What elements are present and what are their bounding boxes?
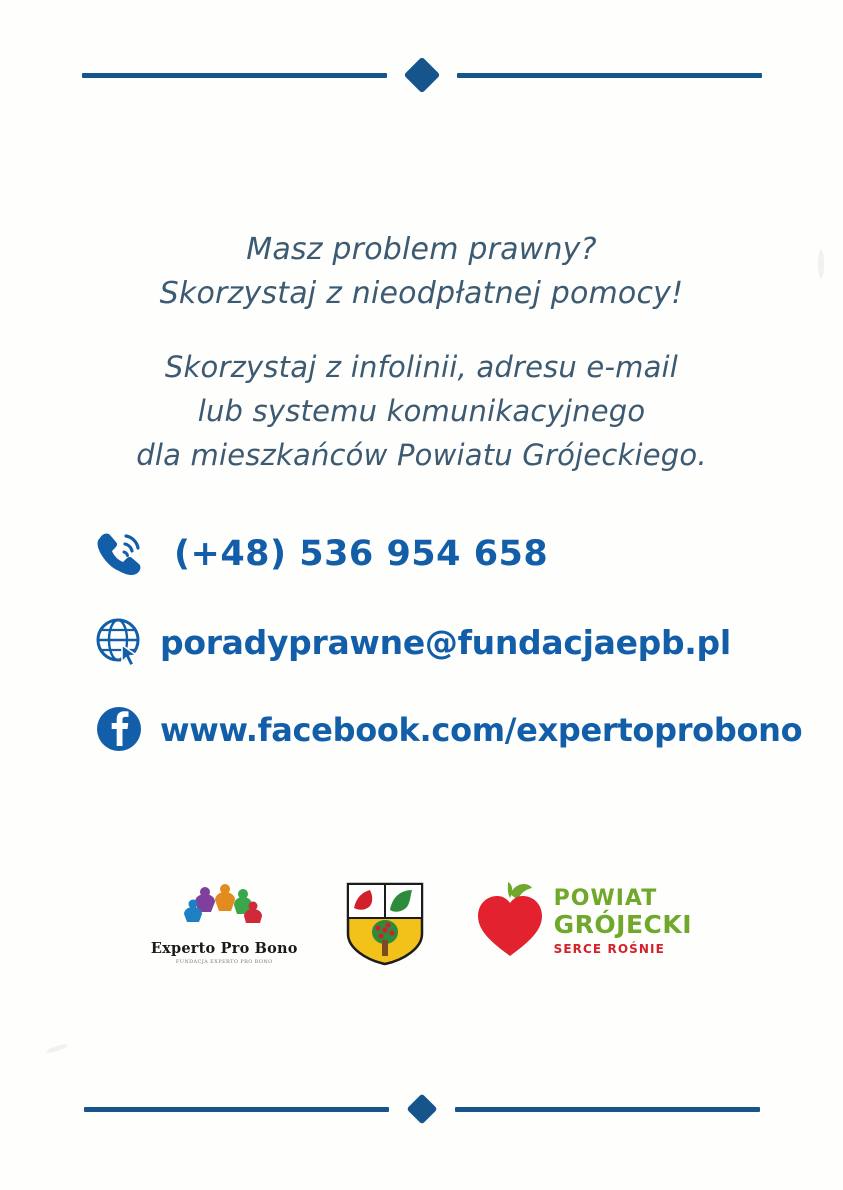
divider-rule-left [82,73,387,78]
facebook-icon [88,701,152,759]
headline-primary-line-2: Skorzystaj z nieodpłatnej pomocy! [159,276,684,311]
coat-of-arms-icon [342,880,428,970]
headline-primary [0,228,843,316]
headline-secondary [0,345,843,477]
bottom-divider [0,1094,843,1124]
scan-artifact [46,1043,68,1055]
phone-icon [88,525,152,583]
divider-rule-right [457,73,762,78]
scan-artifact [818,250,824,278]
headline-primary-line-1: Masz problem prawny? [246,232,597,267]
diamond-ornament-top [403,57,440,94]
phone-number[interactable]: (+48) 536 954 658 [174,534,549,574]
powiat-slogan: SERCE ROŚNIE [553,941,665,956]
experto-mark-icon [181,880,267,934]
globe-cursor-icon [88,613,152,671]
divider-rule-left-bottom [84,1107,389,1112]
headline-secondary-line-3: dla mieszkańców Powiatu Grójeckiego. [136,438,707,472]
contact-row-email[interactable] [88,613,828,671]
contact-list [88,525,828,789]
diamond-ornament-bottom [406,1093,437,1124]
facebook-url[interactable]: www.facebook.com/expertoprobono [160,711,803,749]
top-divider [0,60,843,90]
contact-row-facebook[interactable] [88,701,828,759]
logo-experto-pro-bono [151,880,298,965]
logo-strip [0,880,843,970]
powiat-label-line-2: GRÓJECKI [553,909,693,939]
powiat-label-line-1: POWIAT [553,885,658,911]
experto-wordmark: Experto Pro Bono [150,940,298,957]
logo-coat-of-arms [342,880,428,970]
logo-powiat-grojecki [472,880,692,962]
experto-subtitle: FUNDACJA EXPERTO PRO BONO [175,959,273,965]
headline-secondary-line-1: Skorzystaj z infolinii, adresu e-mail [164,350,679,384]
headline-secondary-line-2: lub systemu komunikacyjnego [197,394,646,428]
apple-heart-icon [472,880,548,962]
divider-rule-right-bottom [455,1107,760,1112]
contact-row-phone[interactable] [88,525,828,583]
email-address[interactable]: poradyprawne@fundacjaepb.pl [160,622,731,662]
